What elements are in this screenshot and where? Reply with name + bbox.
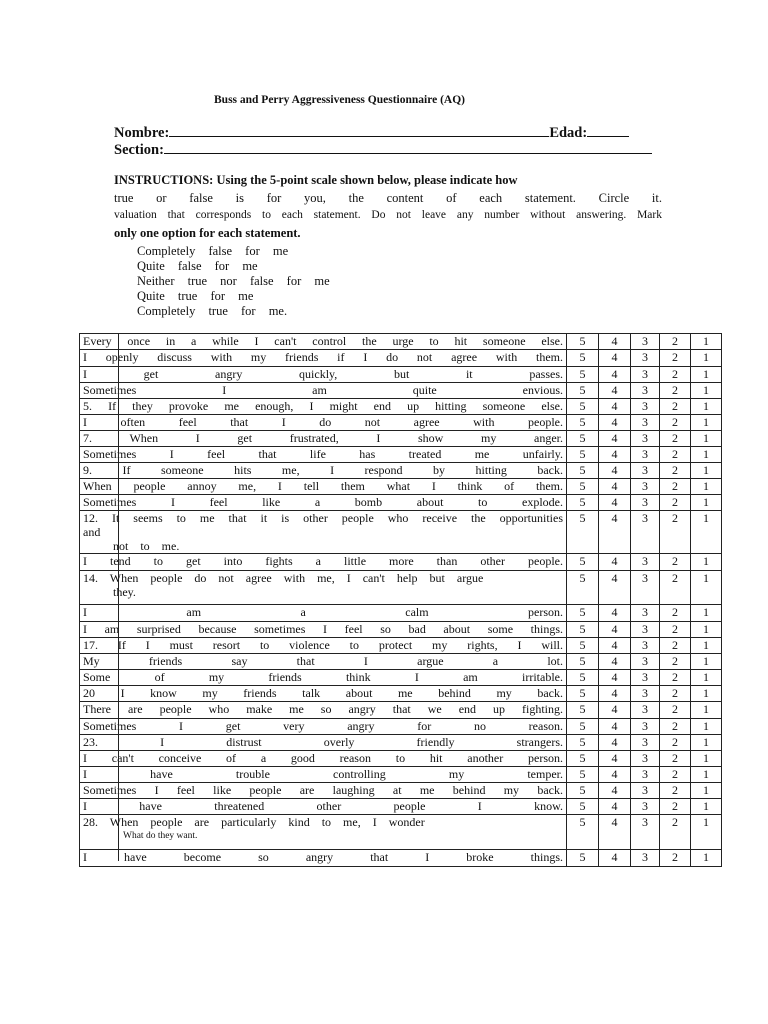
score-option-3[interactable]: 3 <box>631 605 660 622</box>
score-option-2[interactable]: 2 <box>660 511 691 554</box>
statement-cell <box>80 511 567 554</box>
nombre-label: Nombre: <box>114 125 170 141</box>
score-option-2[interactable]: 2 <box>660 447 691 463</box>
score-option-4[interactable]: 4 <box>599 571 631 605</box>
statement-text: There are people who make me so angry that we end up fighting. <box>83 702 563 716</box>
statement-cell <box>80 367 567 383</box>
score-option-1[interactable]: 1 <box>691 431 722 447</box>
statement-cell <box>80 767 567 783</box>
score-option-3[interactable]: 3 <box>631 850 660 867</box>
score-option-3[interactable]: 3 <box>631 447 660 463</box>
score-option-3[interactable]: 3 <box>631 670 660 686</box>
statement-text: 5. If they provoke me enough, I might end up hitting someone else. <box>83 399 563 413</box>
statement-continuation: not to me. <box>113 539 180 553</box>
score-option-2[interactable]: 2 <box>660 783 691 799</box>
scale-option: Quite false for me <box>137 259 258 273</box>
score-option-1[interactable]: 1 <box>691 334 722 350</box>
statement-text: 9. If someone hits me, I respond by hitting back. <box>83 463 563 477</box>
statement-cell <box>80 415 567 431</box>
score-option-1[interactable]: 1 <box>691 622 722 638</box>
section-line <box>114 140 652 159</box>
statement-cell <box>80 495 567 511</box>
score-option-3[interactable]: 3 <box>631 334 660 350</box>
statement-cell <box>80 783 567 799</box>
statement-cell <box>80 399 567 415</box>
statement-text: I often feel that I do not agree with people. <box>83 415 563 429</box>
score-option-5[interactable]: 5 <box>567 415 599 431</box>
statement-cell <box>80 850 567 867</box>
score-option-1[interactable]: 1 <box>691 554 722 571</box>
table-row <box>80 686 722 702</box>
score-option-5[interactable]: 5 <box>567 511 599 554</box>
table-row <box>80 815 722 850</box>
statement-text: I have trouble controlling my temper. <box>83 767 563 781</box>
score-option-4[interactable]: 4 <box>599 654 631 670</box>
score-option-4[interactable]: 4 <box>599 399 631 415</box>
scale-option: Completely true for me. <box>137 304 288 318</box>
score-option-3[interactable]: 3 <box>631 783 660 799</box>
score-option-5[interactable]: 5 <box>567 431 599 447</box>
score-option-4[interactable]: 4 <box>599 638 631 654</box>
score-option-4[interactable]: 4 <box>599 495 631 511</box>
score-option-3[interactable]: 3 <box>631 654 660 670</box>
score-option-3[interactable]: 3 <box>631 719 660 735</box>
table-row <box>80 334 722 350</box>
statement-text: Sometimes I feel like people are laughing at me behind my back. <box>83 783 563 797</box>
score-option-2[interactable]: 2 <box>660 638 691 654</box>
table-row <box>80 799 722 815</box>
score-option-3[interactable]: 3 <box>631 399 660 415</box>
table-row <box>80 638 722 654</box>
score-option-2[interactable]: 2 <box>660 751 691 767</box>
score-option-1[interactable]: 1 <box>691 511 722 554</box>
statement-cell <box>80 605 567 622</box>
section-label: Section: <box>114 142 164 158</box>
table-row <box>80 571 722 605</box>
score-option-3[interactable]: 3 <box>631 463 660 479</box>
score-option-4[interactable]: 4 <box>599 815 631 850</box>
statement-cell <box>80 622 567 638</box>
score-option-3[interactable]: 3 <box>631 350 660 367</box>
scale-option: Quite true for me <box>137 289 254 303</box>
statement-cell <box>80 479 567 495</box>
score-option-1[interactable]: 1 <box>691 350 722 367</box>
score-option-1[interactable]: 1 <box>691 850 722 867</box>
score-option-4[interactable]: 4 <box>599 605 631 622</box>
score-option-2[interactable]: 2 <box>660 799 691 815</box>
score-option-1[interactable]: 1 <box>691 447 722 463</box>
score-option-3[interactable]: 3 <box>631 479 660 495</box>
score-option-5[interactable]: 5 <box>567 447 599 463</box>
table-row <box>80 554 722 571</box>
score-option-2[interactable]: 2 <box>660 654 691 670</box>
score-option-4[interactable]: 4 <box>599 367 631 383</box>
score-option-2[interactable]: 2 <box>660 334 691 350</box>
score-option-2[interactable]: 2 <box>660 399 691 415</box>
score-option-5[interactable]: 5 <box>567 383 599 399</box>
score-option-5[interactable]: 5 <box>567 702 599 719</box>
table-row <box>80 399 722 415</box>
score-option-5[interactable]: 5 <box>567 686 599 702</box>
statement-text: 14. When people do not agree with me, I can't help but argue <box>83 571 484 585</box>
score-option-2[interactable]: 2 <box>660 686 691 702</box>
score-option-5[interactable]: 5 <box>567 571 599 605</box>
statement-text: My friends say that I argue a lot. <box>83 654 563 668</box>
score-option-3[interactable]: 3 <box>631 751 660 767</box>
score-option-1[interactable]: 1 <box>691 463 722 479</box>
statement-text: 17. If I must resort to violence to protect my rights, I will. <box>83 638 563 652</box>
score-option-4[interactable]: 4 <box>599 799 631 815</box>
statement-cell <box>80 702 567 719</box>
score-option-3[interactable]: 3 <box>631 799 660 815</box>
score-option-2[interactable]: 2 <box>660 670 691 686</box>
score-option-2[interactable]: 2 <box>660 767 691 783</box>
score-option-3[interactable]: 3 <box>631 511 660 554</box>
score-option-2[interactable]: 2 <box>660 815 691 850</box>
table-row <box>80 654 722 670</box>
table-row <box>80 783 722 799</box>
table-row <box>80 447 722 463</box>
score-option-1[interactable]: 1 <box>691 638 722 654</box>
score-option-5[interactable]: 5 <box>567 638 599 654</box>
score-option-5[interactable]: 5 <box>567 399 599 415</box>
score-option-2[interactable]: 2 <box>660 350 691 367</box>
score-option-1[interactable]: 1 <box>691 815 722 850</box>
statement-cell <box>80 799 567 815</box>
score-option-3[interactable]: 3 <box>631 495 660 511</box>
score-option-3[interactable]: 3 <box>631 554 660 571</box>
score-option-1[interactable]: 1 <box>691 415 722 431</box>
table-row <box>80 415 722 431</box>
scale-option: Completely false for me <box>137 244 289 258</box>
table-row <box>80 735 722 751</box>
statement-text: 23. I distrust overly friendly strangers. <box>83 735 563 749</box>
instructions-line-4: only one option for each statement. <box>114 226 301 240</box>
score-option-5[interactable]: 5 <box>567 751 599 767</box>
edad-blank[interactable] <box>587 123 629 137</box>
score-option-4[interactable]: 4 <box>599 431 631 447</box>
statement-text: 7. When I get frustrated, I show my anger. <box>83 431 563 445</box>
score-option-5[interactable]: 5 <box>567 622 599 638</box>
statement-continuation: they. <box>113 585 136 599</box>
score-option-4[interactable]: 4 <box>599 334 631 350</box>
score-option-5[interactable]: 5 <box>567 815 599 850</box>
score-option-1[interactable]: 1 <box>691 399 722 415</box>
edad-label: Edad: <box>549 125 588 141</box>
score-option-4[interactable]: 4 <box>599 622 631 638</box>
score-option-1[interactable]: 1 <box>691 367 722 383</box>
statement-text: Sometimes I feel like a bomb about to explode. <box>83 495 563 509</box>
score-option-1[interactable]: 1 <box>691 751 722 767</box>
statement-text: Sometimes I am quite envious. <box>83 383 563 397</box>
score-option-2[interactable]: 2 <box>660 415 691 431</box>
score-option-1[interactable]: 1 <box>691 767 722 783</box>
statement-cell <box>80 654 567 670</box>
statement-note: What do they want. <box>123 831 198 841</box>
score-option-2[interactable]: 2 <box>660 702 691 719</box>
scale-option: Neither true nor false for me <box>137 274 330 288</box>
score-option-1[interactable]: 1 <box>691 479 722 495</box>
score-option-1[interactable]: 1 <box>691 702 722 719</box>
statement-text: I tend to get into fights a little more than other people. <box>83 554 563 568</box>
statement-text: I have become so angry that I broke things. <box>83 850 563 864</box>
score-option-4[interactable]: 4 <box>599 735 631 751</box>
statement-cell <box>80 751 567 767</box>
score-option-4[interactable]: 4 <box>599 719 631 735</box>
statement-cell <box>80 719 567 735</box>
table-row <box>80 495 722 511</box>
statement-cell <box>80 463 567 479</box>
instructions-line-2: true or false is for you, the content of each statement. Circle it. <box>114 191 662 205</box>
score-option-5[interactable]: 5 <box>567 334 599 350</box>
score-option-5[interactable]: 5 <box>567 783 599 799</box>
score-option-1[interactable]: 1 <box>691 654 722 670</box>
score-option-1[interactable]: 1 <box>691 605 722 622</box>
score-option-5[interactable]: 5 <box>567 670 599 686</box>
table-row <box>80 850 722 867</box>
score-option-4[interactable]: 4 <box>599 463 631 479</box>
score-option-3[interactable]: 3 <box>631 735 660 751</box>
statement-cell <box>80 571 567 605</box>
table-row <box>80 751 722 767</box>
score-option-5[interactable]: 5 <box>567 495 599 511</box>
score-option-1[interactable]: 1 <box>691 783 722 799</box>
score-option-5[interactable]: 5 <box>567 719 599 735</box>
score-option-5[interactable]: 5 <box>567 799 599 815</box>
score-option-4[interactable]: 4 <box>599 751 631 767</box>
score-option-2[interactable]: 2 <box>660 495 691 511</box>
section-blank[interactable] <box>164 140 652 154</box>
table-row <box>80 511 722 554</box>
score-option-1[interactable]: 1 <box>691 670 722 686</box>
score-option-2[interactable]: 2 <box>660 463 691 479</box>
statement-cell <box>80 686 567 702</box>
score-option-3[interactable]: 3 <box>631 622 660 638</box>
statement-cell <box>80 334 567 350</box>
score-option-3[interactable]: 3 <box>631 367 660 383</box>
score-option-3[interactable]: 3 <box>631 686 660 702</box>
statement-text: I can't conceive of a good reason to hit another person. <box>83 751 563 765</box>
score-option-1[interactable]: 1 <box>691 686 722 702</box>
table-row <box>80 463 722 479</box>
score-option-2[interactable]: 2 <box>660 622 691 638</box>
statement-cell <box>80 554 567 571</box>
score-option-5[interactable]: 5 <box>567 367 599 383</box>
statement-cell <box>80 350 567 367</box>
score-option-4[interactable]: 4 <box>599 686 631 702</box>
score-option-5[interactable]: 5 <box>567 605 599 622</box>
statement-text: 20 I know my friends talk about me behind my back. <box>83 686 563 700</box>
statement-cell <box>80 638 567 654</box>
score-option-2[interactable]: 2 <box>660 850 691 867</box>
score-option-5[interactable]: 5 <box>567 735 599 751</box>
score-option-1[interactable]: 1 <box>691 495 722 511</box>
score-option-5[interactable]: 5 <box>567 350 599 367</box>
response-scale <box>137 244 330 319</box>
nombre-blank[interactable] <box>169 123 549 137</box>
score-option-2[interactable]: 2 <box>660 554 691 571</box>
score-option-4[interactable]: 4 <box>599 415 631 431</box>
score-option-4[interactable]: 4 <box>599 850 631 867</box>
score-option-2[interactable]: 2 <box>660 367 691 383</box>
statement-cell <box>80 383 567 399</box>
score-option-2[interactable]: 2 <box>660 479 691 495</box>
score-option-5[interactable]: 5 <box>567 850 599 867</box>
score-option-2[interactable]: 2 <box>660 431 691 447</box>
score-option-5[interactable]: 5 <box>567 554 599 571</box>
score-option-1[interactable]: 1 <box>691 799 722 815</box>
table-row <box>80 431 722 447</box>
statement-cell <box>80 670 567 686</box>
score-option-4[interactable]: 4 <box>599 783 631 799</box>
score-option-1[interactable]: 1 <box>691 571 722 605</box>
score-option-5[interactable]: 5 <box>567 654 599 670</box>
table-row <box>80 670 722 686</box>
statement-text: I get angry quickly, but it passes. <box>83 367 563 381</box>
score-option-3[interactable]: 3 <box>631 431 660 447</box>
score-option-4[interactable]: 4 <box>599 767 631 783</box>
score-option-4[interactable]: 4 <box>599 511 631 554</box>
table-row <box>80 367 722 383</box>
score-option-2[interactable]: 2 <box>660 735 691 751</box>
score-option-3[interactable]: 3 <box>631 415 660 431</box>
score-option-1[interactable]: 1 <box>691 735 722 751</box>
statement-text: I am a calm person. <box>83 605 563 619</box>
statement-text: Sometimes I get very angry for no reason. <box>83 719 563 733</box>
score-option-4[interactable]: 4 <box>599 383 631 399</box>
statement-cell <box>80 815 567 850</box>
score-option-3[interactable]: 3 <box>631 571 660 605</box>
table-row <box>80 767 722 783</box>
score-option-4[interactable]: 4 <box>599 702 631 719</box>
score-option-2[interactable]: 2 <box>660 605 691 622</box>
score-option-3[interactable]: 3 <box>631 383 660 399</box>
score-option-1[interactable]: 1 <box>691 719 722 735</box>
score-option-4[interactable]: 4 <box>599 447 631 463</box>
score-option-5[interactable]: 5 <box>567 463 599 479</box>
score-option-5[interactable]: 5 <box>567 479 599 495</box>
table-inner-divider <box>118 333 119 861</box>
statement-text: Sometimes I feel that life has treated me unfairly. <box>83 447 563 461</box>
table-row <box>80 702 722 719</box>
statement-cell <box>80 431 567 447</box>
table-row <box>80 605 722 622</box>
score-option-4[interactable]: 4 <box>599 479 631 495</box>
score-option-1[interactable]: 1 <box>691 383 722 399</box>
score-option-4[interactable]: 4 <box>599 554 631 571</box>
score-option-5[interactable]: 5 <box>567 767 599 783</box>
questionnaire-table <box>79 333 722 867</box>
table-row <box>80 719 722 735</box>
score-option-3[interactable]: 3 <box>631 638 660 654</box>
statement-text: 12. It seems to me that it is other people who receive the opportunities and <box>83 511 563 539</box>
table-row <box>80 622 722 638</box>
score-option-2[interactable]: 2 <box>660 719 691 735</box>
score-option-2[interactable]: 2 <box>660 383 691 399</box>
instructions-line-3: valuation that corresponds to each statement. Do not leave any number without answering. Mark <box>114 209 662 221</box>
statement-text: I am surprised because sometimes I feel so bad about some things. <box>83 622 563 636</box>
score-option-3[interactable]: 3 <box>631 702 660 719</box>
table-row <box>80 383 722 399</box>
questionnaire-title: Buss and Perry Aggressiveness Questionnaire (AQ) <box>214 94 465 106</box>
instructions-line-1: INSTRUCTIONS: Using the 5-point scale shown below, please indicate how <box>114 173 518 187</box>
statement-text: 28. When people are particularly kind to me, I wonder <box>83 815 425 829</box>
statement-cell <box>80 735 567 751</box>
statement-text: Some of my friends think I am irritable. <box>83 670 563 684</box>
statement-text: Every once in a while I can't control the urge to hit someone else. <box>83 334 563 348</box>
statement-text: When people annoy me, I tell them what I think of them. <box>83 479 563 493</box>
statement-text: I openly discuss with my friends if I do not agree with them. <box>83 350 563 364</box>
statement-text: I have threatened other people I know. <box>83 799 563 813</box>
score-option-3[interactable]: 3 <box>631 815 660 850</box>
score-option-4[interactable]: 4 <box>599 350 631 367</box>
score-option-2[interactable]: 2 <box>660 571 691 605</box>
statement-cell <box>80 447 567 463</box>
table-row <box>80 350 722 367</box>
table-row <box>80 479 722 495</box>
score-option-3[interactable]: 3 <box>631 767 660 783</box>
score-option-4[interactable]: 4 <box>599 670 631 686</box>
